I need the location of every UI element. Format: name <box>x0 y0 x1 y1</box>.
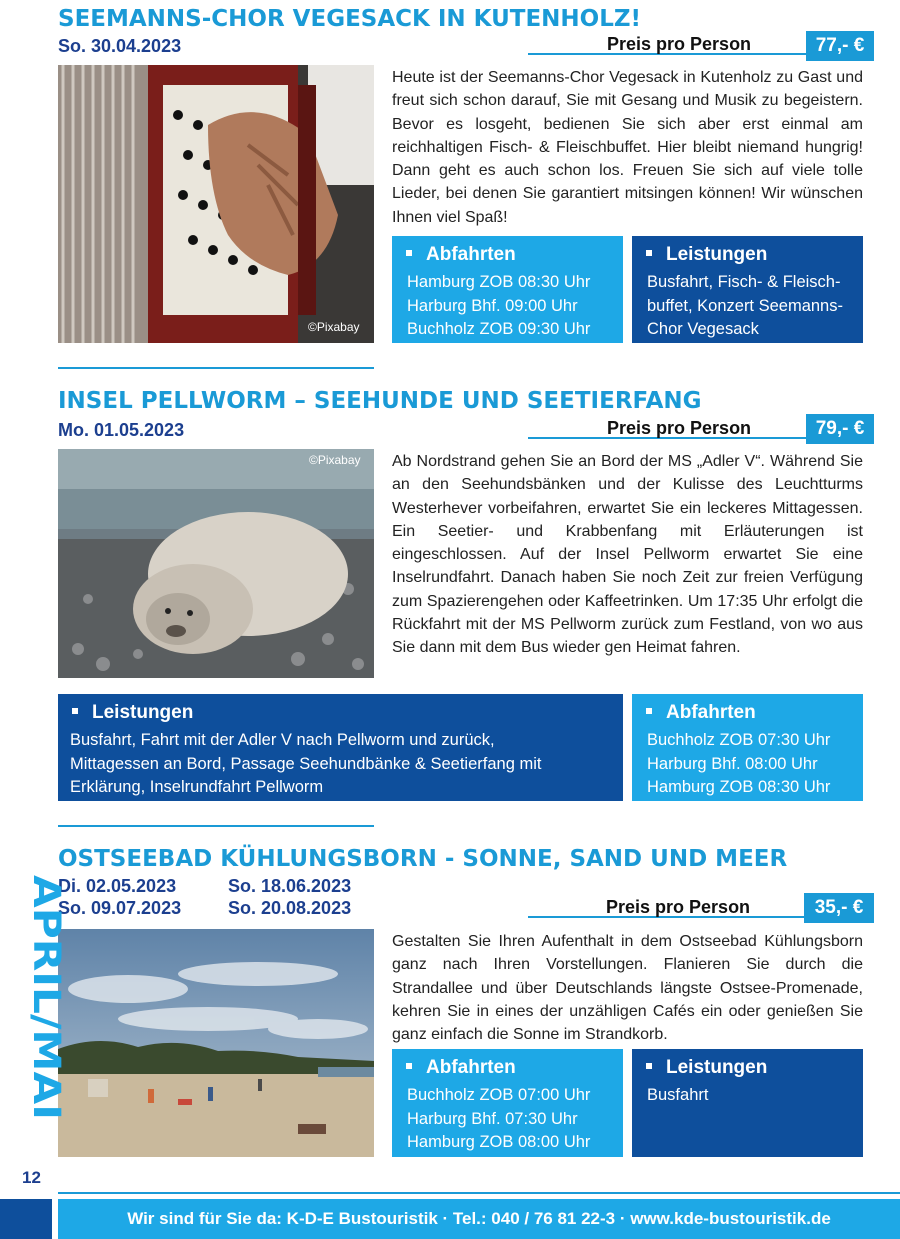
section1-price: 77,- € <box>806 31 874 61</box>
section2-leistungen-heading: Leistungen <box>72 702 193 724</box>
section1-abfahrten-heading: Abfahrten <box>406 244 516 266</box>
section1-photo-accordion <box>58 65 374 343</box>
section3-leistungen-box <box>632 1049 863 1157</box>
section3-leistung-line: Busfahrt <box>647 1086 709 1104</box>
section1-leistung-line: Busfahrt, Fisch- & Fleisch- <box>647 273 841 291</box>
section2-abfahrten-heading: Abfahrten <box>646 702 756 724</box>
section2-leistungen-box <box>58 694 623 801</box>
section1-title: SEEMANNS-CHOR VEGESACK IN KUTENHOLZ! <box>58 6 642 32</box>
section3-title: OSTSEEBAD KÜHLUNGSBORN - SONNE, SAND UND MEER <box>58 846 788 872</box>
section3-date: So. 20.08.2023 <box>228 898 352 918</box>
section2-description: Ab Nordstrand gehen Sie an Bord der MS „Adler V“. Während Sie an den Seehundsbänken und der Kulisse des Leuchtturms Westerhever vorbeifahren, erwartet Sie ein leckeres Mittagessen. Ein Seetier- und Krabbenfang mit Erläuterungen ist eingeschlossen. Auf der Insel Pellworm erwartet Sie eine Inselrundfahrt. Danach haben Sie noch Zeit zur freien Verfügung zum Spazierengehen oder Kaffeetrinken. Um 17:35 Uhr erfolgt die Rückfahrt mit der MS Pellworm zurück zum Festland, von wo aus Sie dann mit dem Bus wieder gen Heimat fahren. <box>392 453 863 657</box>
section2-title: INSEL PELLWORM – SEEHUNDE UND SEETIERFANG <box>58 388 702 414</box>
bullet-square-icon <box>72 708 78 714</box>
section1-description: Heute ist der Seemanns-Chor Vegesack in Kutenholz zu Gast und freut sich schon darauf, Sie mit Gesang und Musik zu begeistern. Bevor es losgeht, bedienen Sie sich aber erst einmal am reichhaltigen Fisch- & Fleischbuffet. Hier bleibt niemand hungrig! Dann geht es auch schon los. Freuen Sie sich auf viele tolle Lieder, bei denen Sie garantiert mitsingen können! Wir wünschen Ihnen viel Spaß! <box>392 69 863 226</box>
bullet-square-icon <box>646 1063 652 1069</box>
section2-photo-credit: ©Pixabay <box>309 453 361 467</box>
section2-abfahrt-line: Buchholz ZOB 07:30 Uhr <box>647 731 831 749</box>
section2-abfahrt-line: Harburg Bhf. 08:00 Uhr <box>647 754 818 773</box>
section3-abfahrten-heading: Abfahrten <box>406 1057 516 1079</box>
section2-abfahrten-box <box>632 694 863 801</box>
section3-price-label: Preis pro Person <box>606 897 751 917</box>
section2-date: Mo. 01.05.2023 <box>58 420 185 440</box>
section1-leistungen-box <box>632 236 863 343</box>
section3-photo-beach <box>58 929 374 1157</box>
section2-price-label: Preis pro Person <box>607 418 752 438</box>
section3-abfahrt-line: Buchholz ZOB 07:00 Uhr <box>407 1086 591 1104</box>
section3-date: So. 18.06.2023 <box>228 876 352 896</box>
section2-photo-seal <box>58 449 374 678</box>
section3-date: So. 09.07.2023 <box>58 898 182 918</box>
footer-corner-block <box>0 1199 52 1239</box>
bullet-square-icon <box>406 1063 412 1069</box>
section3-abfahrt-line: Hamburg ZOB 08:00 Uhr <box>407 1133 591 1151</box>
section1-abfahrt-line: Harburg Bhf. 09:00 Uhr <box>407 296 578 315</box>
section3-leistungen-heading: Leistungen <box>646 1057 767 1079</box>
page-number: 12 <box>22 1168 41 1187</box>
section1-abfahrten-box <box>392 236 623 343</box>
section1-abfahrt-line: Hamburg ZOB 08:30 Uhr <box>407 273 591 291</box>
bullet-square-icon <box>646 708 652 714</box>
section1-leistungen-heading: Leistungen <box>646 244 767 266</box>
section1-photo-credit: ©Pixabay <box>308 320 360 334</box>
bullet-square-icon <box>406 250 412 256</box>
section3-description: Gestalten Sie Ihren Aufenthalt in dem Ostseebad Kühlungsborn ganz nach Ihren Vorstellungen. Flanieren Sie durch die Strandallee und über Deutschlands längste Ostsee-Promenade, kehren Sie in eines der unzähligen Cafés ein oder genießen Sie ganz einfach die Sonne im Strandkorb. <box>392 933 863 1044</box>
section-separator <box>58 825 374 827</box>
section2-price: 79,- € <box>806 414 874 444</box>
section1-leistung-line: buffet, Konzert Seemanns- <box>647 296 843 315</box>
section2-leistung-line: Busfahrt, Fahrt mit der Adler V nach Pellworm und zurück, <box>70 731 495 749</box>
footer-divider <box>58 1192 900 1194</box>
bullet-square-icon <box>646 250 652 256</box>
section2-abfahrt-line: Hamburg ZOB 08:30 Uhr <box>647 778 831 796</box>
section3-date: Di. 02.05.2023 <box>58 876 177 896</box>
sidebar-month-text: APRIL/MAI <box>25 875 68 1090</box>
section3-abfahrt-line: Harburg Bhf. 07:30 Uhr <box>407 1109 578 1128</box>
section3-price: 35,- € <box>804 893 874 923</box>
footer-contact: Wir sind für Sie da: K-D-E Bustouristik · Tel.: 040 / 76 81 22-3 · www.kde-bustouristik.de <box>58 1199 900 1239</box>
section1-date: So. 30.04.2023 <box>58 36 182 56</box>
sidebar-month-label <box>4 875 68 1120</box>
section3-abfahrten-box <box>392 1049 623 1157</box>
section2-leistung-line: Erklärung, Inselrundfahrt Pellworm <box>70 778 324 796</box>
section1-leistung-line: Chor Vegesack <box>647 320 759 338</box>
section1-price-label: Preis pro Person <box>607 34 752 54</box>
section-separator <box>58 367 374 369</box>
section1-abfahrt-line: Buchholz ZOB 09:30 Uhr <box>407 320 591 338</box>
section2-leistung-line: Mittagessen an Bord, Passage Seehundbänke & Seetierfang mit <box>70 754 542 773</box>
